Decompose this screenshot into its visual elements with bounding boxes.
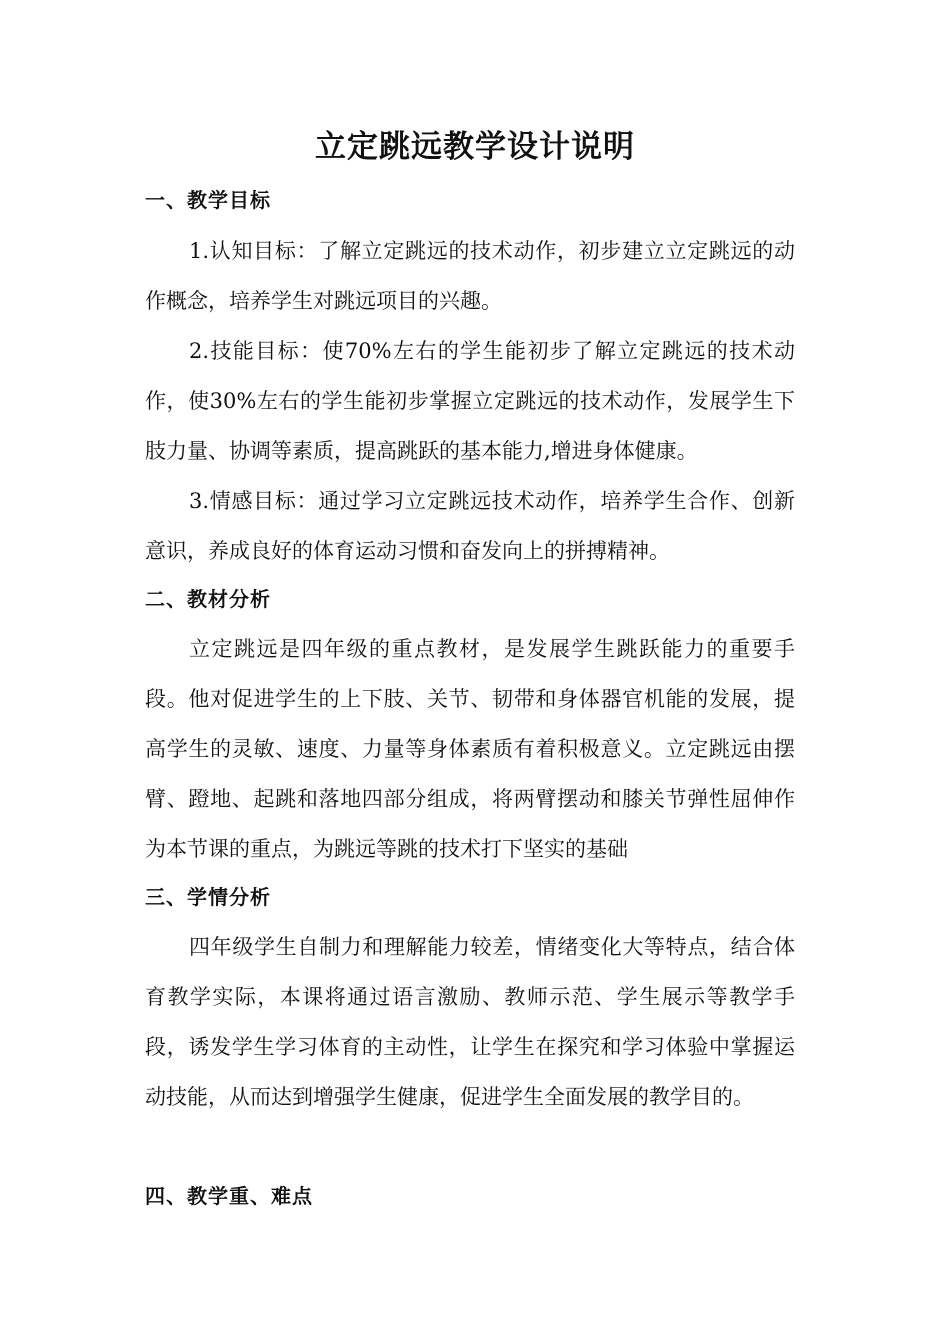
section-heading-student-analysis: 三、学情分析 (145, 885, 271, 909)
document-title: 立定跳远教学设计说明 (315, 129, 635, 165)
paragraph-student-analysis: 四年级学生自制力和理解能力较差，情绪变化大等特点，结合体育教学实际，本课将通过语言激励、教师示范、学生展示等教学手段，诱发学生学习体育的主动性，让学生在探究和学习体验中掌握运动技能，从而达到增强学生健康，促进学生全面发展的教学目的。 (145, 935, 795, 1109)
section-heading-key-difficult-points: 四、教学重、难点 (145, 1184, 313, 1208)
section-heading-material-analysis: 二、教材分析 (145, 587, 271, 611)
paragraph-cognitive-goal: 1.认知目标：了解立定跳远的技术动作，初步建立立定跳远的动作概念，培养学生对跳远项目的兴趣。 (145, 239, 795, 313)
paragraph-emotional-goal: 3.情感目标：通过学习立定跳远技术动作，培养学生合作、创新意识，养成良好的体育运动习惯和奋发向上的拼搏精神。 (145, 489, 795, 563)
section-heading-teaching-goals: 一、教学目标 (145, 188, 271, 212)
paragraph-material-analysis: 立定跳远是四年级的重点教材，是发展学生跳跃能力的重要手段。他对促进学生的上下肢、关节、韧带和身体器官机能的发展，提高学生的灵敏、速度、力量等身体素质有着积极意义。立定跳远由摆臂、蹬地、起跳和落地四部分组成，将两臂摆动和膝关节弹性屈伸作为本节课的重点，为跳远等跳的技术打下坚实的基础 (145, 637, 795, 861)
paragraph-skill-goal: 2.技能目标：使70%左右的学生能初步了解立定跳远的技术动作，使30%左右的学生能初步掌握立定跳远的技术动作，发展学生下肢力量、协调等素质，提高跳跃的基本能力,增进身体健康。 (145, 339, 795, 463)
